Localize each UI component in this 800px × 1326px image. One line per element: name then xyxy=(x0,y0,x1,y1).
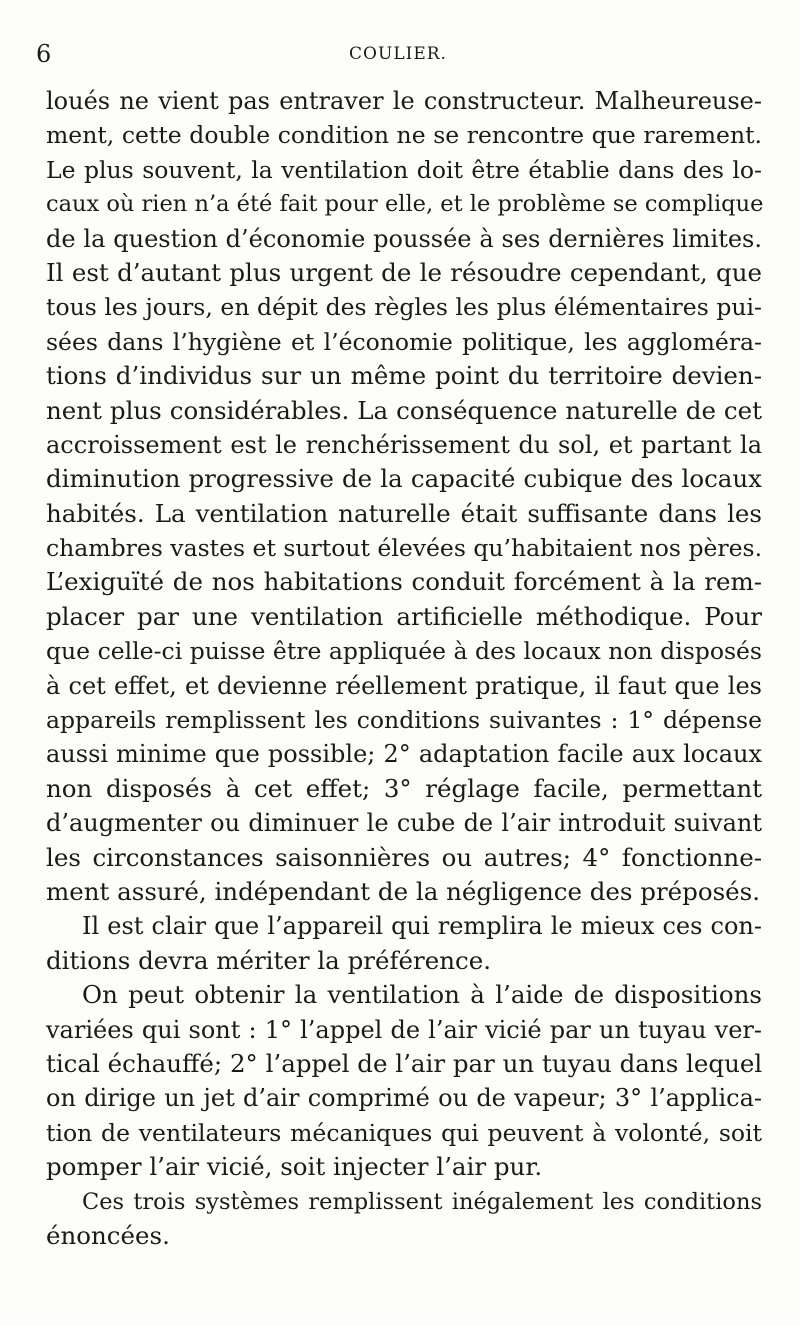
text-line: tion de ventilateurs mécaniques qui peuvent à volonté, soit xyxy=(46,1118,762,1147)
text-line: habités. La ventilation naturelle était suffisante dans les xyxy=(46,498,762,528)
text-line: tous les jours, en dépit des règles les plus élémentaires pui- xyxy=(46,293,762,322)
text-line: diminution progressive de la capacité cubique des locaux xyxy=(46,464,762,494)
body-text xyxy=(46,84,762,1253)
text-line: caux où rien n’a été fait pour elle, et le problème se complique xyxy=(46,191,764,218)
text-line: ment assuré, indépendant de la négligence des préposés. xyxy=(46,876,761,906)
text-line: de la question d’économie poussée à ses dernières limites. xyxy=(46,224,762,253)
text-line: ment, cette double condition ne se rencontre que rarement. xyxy=(46,121,762,150)
paragraph-2 xyxy=(46,909,762,978)
text-line: ditions devra mériter la préférence. xyxy=(46,945,492,975)
text-line: aussi minime que possible; 2° adaptation facile aux locaux xyxy=(46,740,762,769)
text-line: loués ne vient pas entraver le constructeur. Malheureuse- xyxy=(46,87,762,115)
text-line: On peut obtenir la ventilation à l’aide de dispositions xyxy=(82,980,762,1010)
paragraph-1 xyxy=(46,84,762,909)
text-line: tions d’individus sur un même point du territoire devien- xyxy=(46,361,762,391)
text-line: les circonstances saisonnières ou autres; 4° fonctionne- xyxy=(46,842,762,872)
text-line: à cet effet, et devienne réellement pratique, il faut que les xyxy=(46,671,762,700)
text-line: d’augmenter ou diminuer le cube de l’air introduit suivant xyxy=(46,809,762,838)
paragraph-4 xyxy=(46,1185,762,1254)
text-line: variées qui sont : 1° l’appel de l’air vicié par un tuyau ver- xyxy=(46,1015,762,1044)
running-head: COULIER. xyxy=(349,44,447,64)
text-line: L’exiguïté de nos habitations conduit forcément à la rem- xyxy=(46,567,762,597)
text-line: tical échauffé; 2° l’appel de l’air par un tuyau dans lequel xyxy=(46,1048,763,1078)
text-line: énoncées. xyxy=(46,1220,170,1250)
text-line: que celle-ci puisse être appliquée à des locaux non disposés xyxy=(46,637,762,666)
text-line: Ces trois systèmes remplissent inégalement les conditions xyxy=(82,1188,762,1215)
text-line: Il est d’autant plus urgent de le résoudre cependant, que xyxy=(46,257,762,287)
text-line: placer par une ventilation artificielle méthodique. Pour xyxy=(46,601,762,631)
text-line: accroissement est le renchérissement du sol, et partant la xyxy=(46,430,762,459)
text-line: pomper l’air vicié, soit injecter l’air pur. xyxy=(46,1152,543,1182)
text-line: nent plus considérables. La conséquence naturelle de cet xyxy=(46,395,762,425)
text-line: chambres vastes et surtout élevées qu’habitaient nos pères. xyxy=(46,534,763,563)
text-line: sées dans l’hygiène et l’économie politique, les aggloméra- xyxy=(46,327,762,356)
paragraph-3 xyxy=(46,978,762,1184)
text-line: appareils remplissent les conditions suivantes : 1° dépense xyxy=(46,706,762,735)
text-line: Il est clair que l’appareil qui remplira le mieux ces con- xyxy=(82,912,762,941)
text-line: Le plus souvent, la ventilation doit être établie dans des lo- xyxy=(46,155,762,184)
page-number: 6 xyxy=(36,40,52,68)
text-line: non disposés à cet effet; 3° réglage facile, permettant xyxy=(46,773,762,803)
text-line: on dirige un jet d’air comprimé ou de vapeur; 3° l’applica- xyxy=(46,1084,762,1113)
page-header xyxy=(36,40,760,70)
